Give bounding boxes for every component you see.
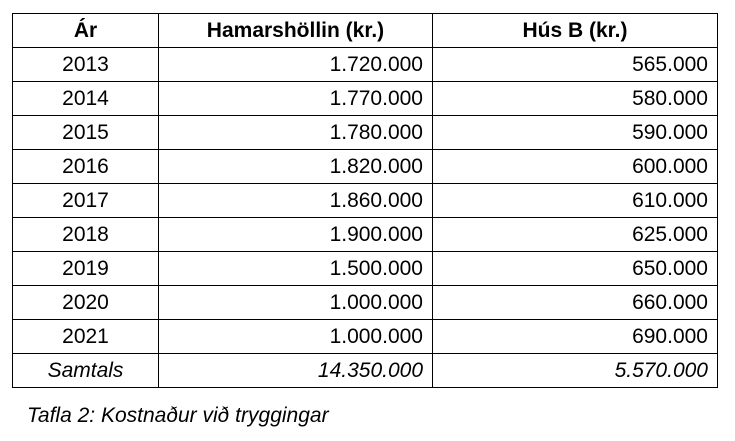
table-row bbox=[13, 184, 718, 218]
year-cell: 2014 bbox=[13, 82, 159, 116]
year-cell: 2013 bbox=[13, 48, 159, 82]
hus-b-total-cell: 5.570.000 bbox=[433, 354, 718, 388]
hus-b-cost-cell: 565.000 bbox=[433, 48, 718, 82]
total-row bbox=[13, 354, 718, 388]
table-row bbox=[13, 218, 718, 252]
year-cell: 2017 bbox=[13, 184, 159, 218]
year-cell: 2020 bbox=[13, 286, 159, 320]
hus-b-cost-cell: 610.000 bbox=[433, 184, 718, 218]
column-header-hus-b: Hús B (kr.) bbox=[433, 14, 718, 48]
table-row bbox=[13, 320, 718, 354]
hus-b-cost-cell: 580.000 bbox=[433, 82, 718, 116]
hamarshollin-cost-cell: 1.000.000 bbox=[159, 320, 433, 354]
table-row bbox=[13, 116, 718, 150]
hus-b-cost-cell: 590.000 bbox=[433, 116, 718, 150]
insurance-cost-table bbox=[12, 13, 718, 388]
table-row bbox=[13, 252, 718, 286]
table-row bbox=[13, 48, 718, 82]
hamarshollin-cost-cell: 1.000.000 bbox=[159, 286, 433, 320]
hus-b-cost-cell: 690.000 bbox=[433, 320, 718, 354]
hamarshollin-cost-cell: 1.770.000 bbox=[159, 82, 433, 116]
hamarshollin-cost-cell: 1.900.000 bbox=[159, 218, 433, 252]
year-cell: 2018 bbox=[13, 218, 159, 252]
hamarshollin-cost-cell: 1.860.000 bbox=[159, 184, 433, 218]
hus-b-cost-cell: 600.000 bbox=[433, 150, 718, 184]
hamarshollin-cost-cell: 1.820.000 bbox=[159, 150, 433, 184]
year-cell: 2021 bbox=[13, 320, 159, 354]
hamarshollin-cost-cell: 1.720.000 bbox=[159, 48, 433, 82]
year-cell: 2016 bbox=[13, 150, 159, 184]
hus-b-cost-cell: 660.000 bbox=[433, 286, 718, 320]
year-cell: 2019 bbox=[13, 252, 159, 286]
column-header-year: Ár bbox=[13, 14, 159, 48]
total-label-cell: Samtals bbox=[13, 354, 159, 388]
column-header-hamarshollin: Hamarshöllin (kr.) bbox=[159, 14, 433, 48]
hus-b-cost-cell: 650.000 bbox=[433, 252, 718, 286]
hamarshollin-cost-cell: 1.500.000 bbox=[159, 252, 433, 286]
table-row bbox=[13, 150, 718, 184]
year-cell: 2015 bbox=[13, 116, 159, 150]
table-header-row bbox=[13, 14, 718, 48]
hus-b-cost-cell: 625.000 bbox=[433, 218, 718, 252]
table-row bbox=[13, 286, 718, 320]
table-row bbox=[13, 82, 718, 116]
table-caption: Tafla 2: Kostnaður við tryggingar bbox=[27, 404, 329, 427]
hamarshollin-cost-cell: 1.780.000 bbox=[159, 116, 433, 150]
hamarshollin-total-cell: 14.350.000 bbox=[159, 354, 433, 388]
